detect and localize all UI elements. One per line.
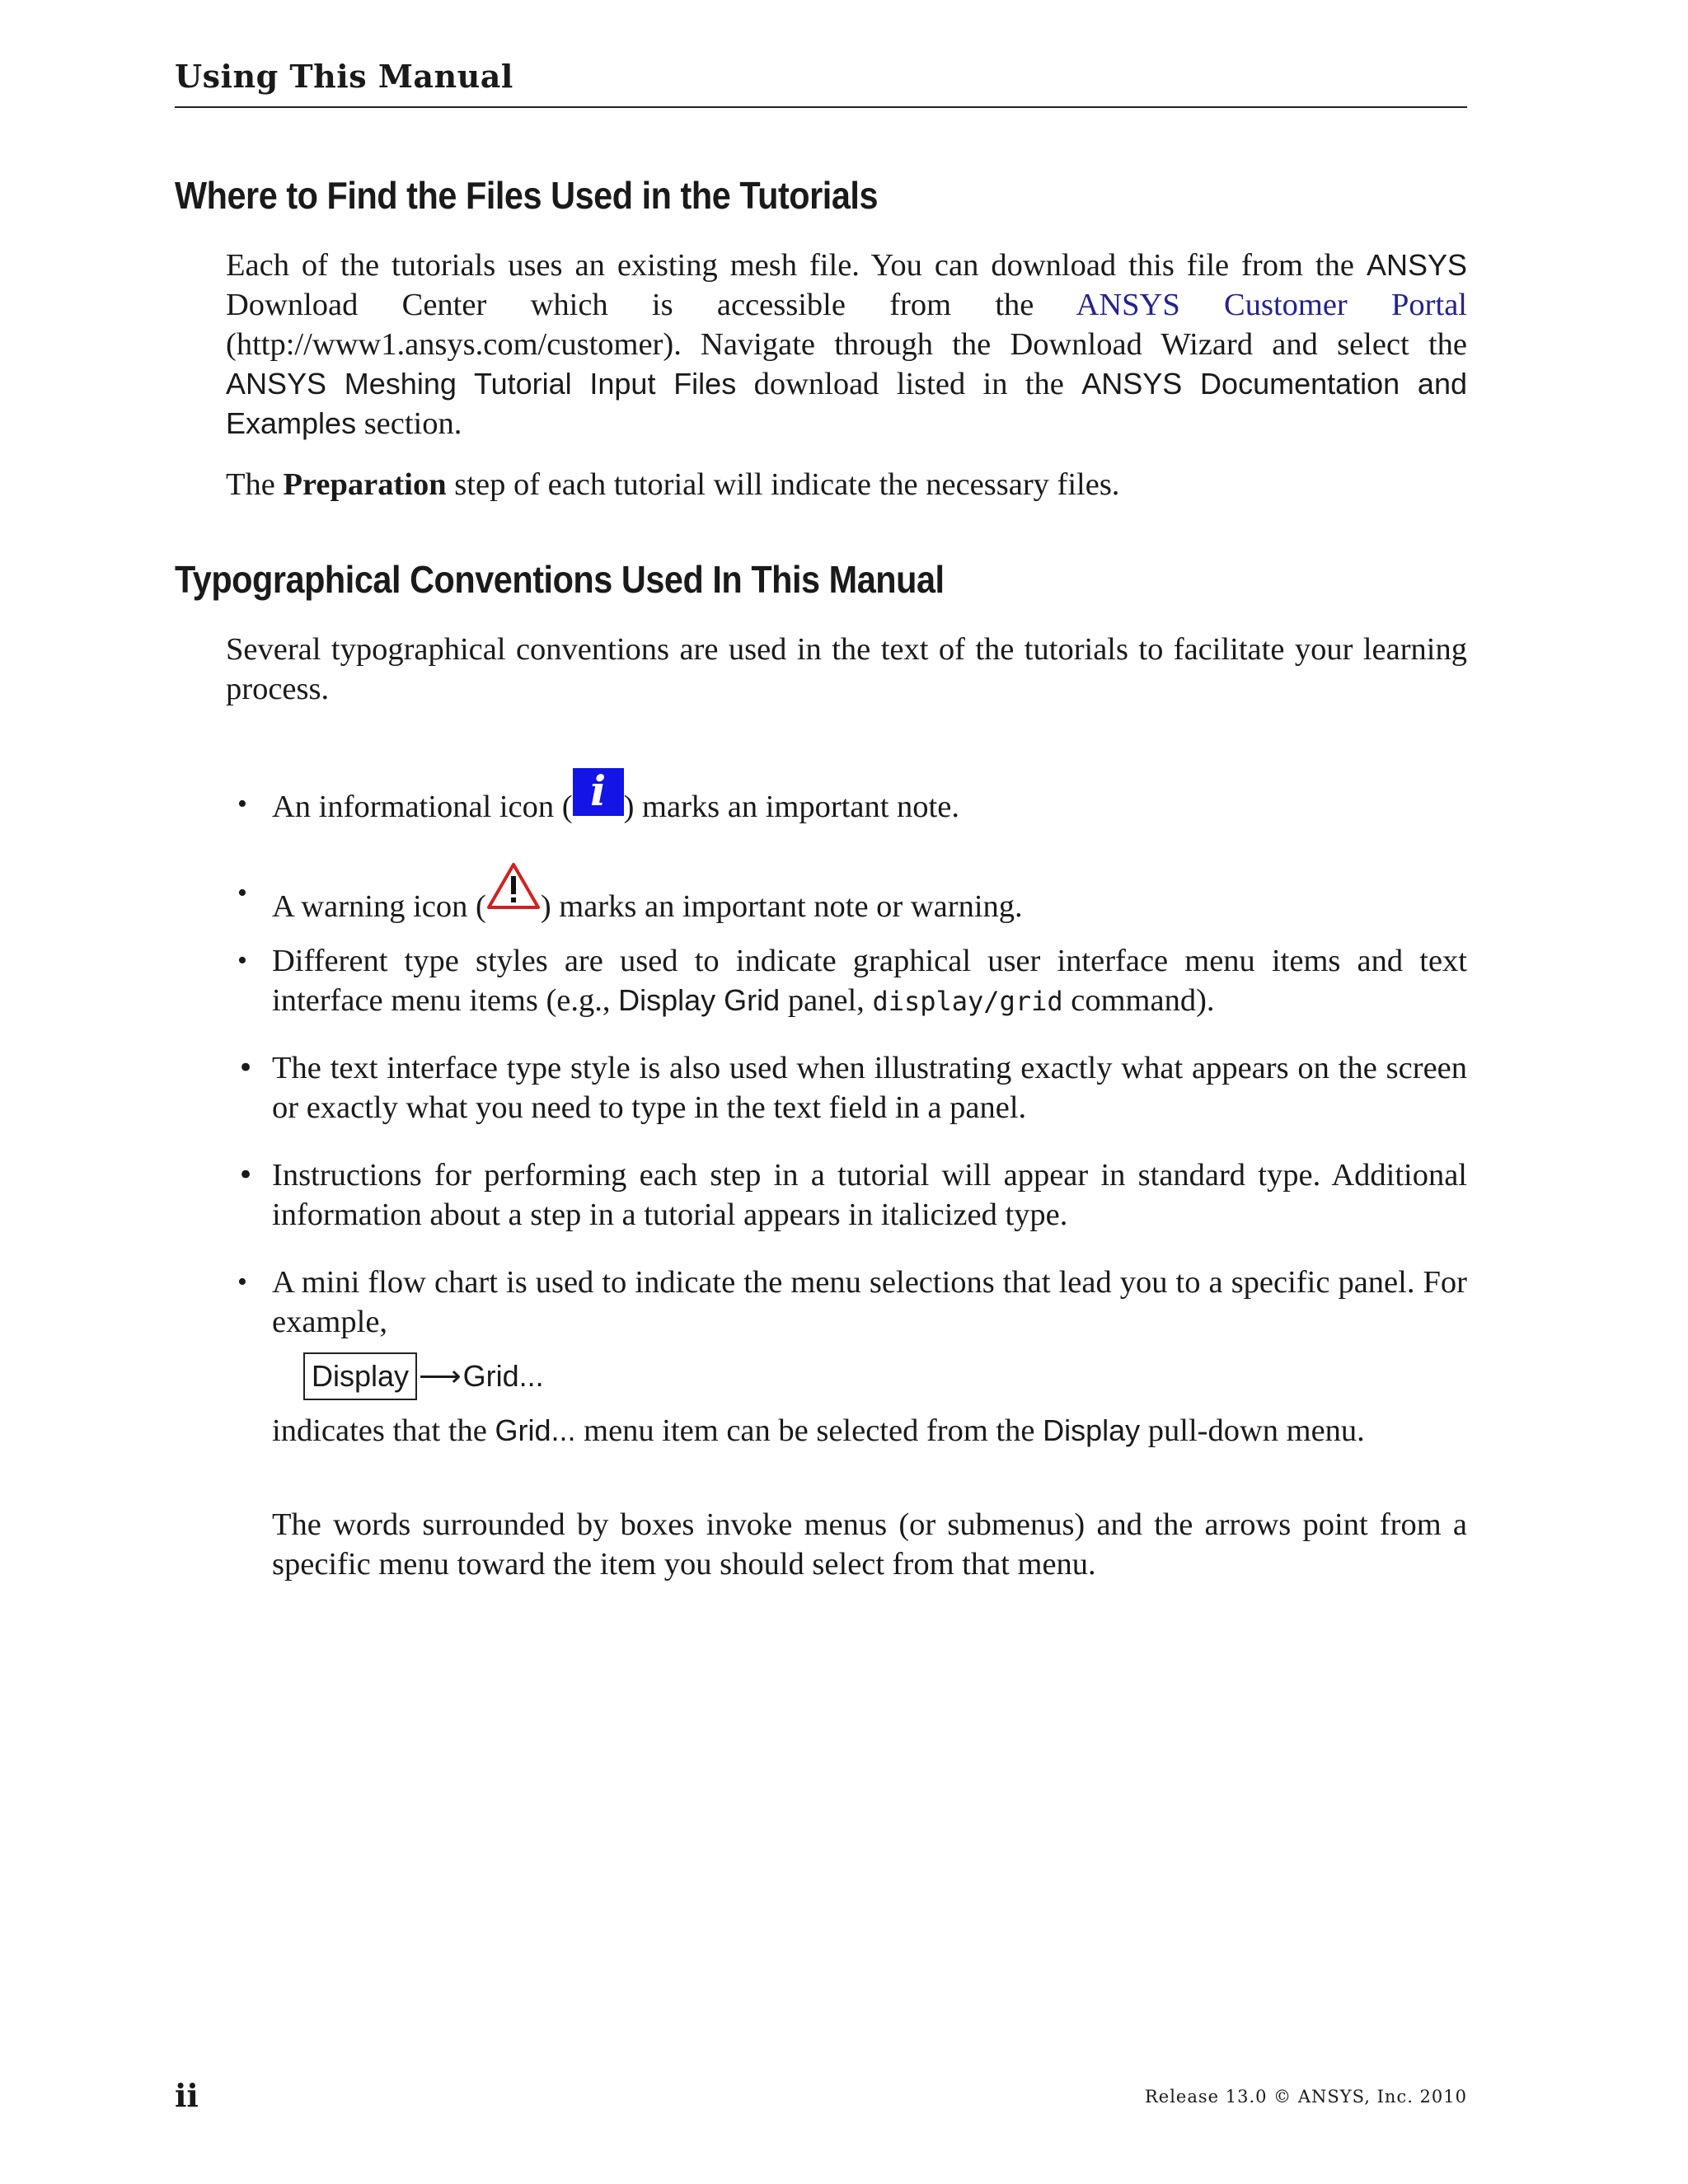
paragraph-files-download: Each of the tutorials uses an existing mesh file. You can download this file from the ANSYS Download Center which is accessible from the ANSYS Customer Portal (http://www1.ansys.com/customer). Navigate through the Download Wizard and select the ANSYS Meshing Tutorial Input Files download listed in the ANSYS Documentation and Examples section.: [226, 248, 1468, 441]
section-heading-files: Where to Find the Files Used in the Tutorials: [175, 174, 879, 217]
bullet-dot: •: [237, 1052, 255, 1085]
list-item-type-styles: • Different type styles are used to indicate graphical user interface menu items and text interface menu items (e.g., Display Grid panel, display/grid command).: [272, 941, 1467, 1021]
paragraph-conventions-intro: Several typographical conventions are used in the text of the tutorials to facilitate your learning process.: [226, 632, 1467, 706]
paragraph-preparation: The Preparation step of each tutorial will indicate the necessary files.: [226, 467, 1120, 502]
menu-item-grid: Grid...: [462, 1359, 544, 1393]
list-item-info-icon: • An informational icon ( i ) marks an important note.: [237, 766, 959, 824]
warning-icon: [486, 862, 541, 910]
meshing-files-label: ANSYS Meshing Tutorial Input Files: [226, 367, 737, 401]
paragraph-boxes-explanation: The words surrounded by boxes invoke menus (or submenus) and the arrows point from a specific menu toward the item you should select from that menu.: [272, 1507, 1467, 1582]
paragraph-flow-explanation: indicates that the Grid... menu item can be selected from the Display pull-down menu.: [272, 1413, 1365, 1448]
bullet-dot: •: [237, 1159, 255, 1192]
menu-box-display: Display: [303, 1352, 417, 1400]
bullet-dot: •: [237, 878, 247, 908]
list-item-instructions: Instructions for performing each step in a tutorial will appear in standard type. Additional information about a step in a tutorial appears in italicized type.: [272, 1158, 1467, 1232]
bullet-dot: •: [237, 789, 247, 819]
mini-flow-chart: [303, 1352, 544, 1401]
page-number: ii: [175, 2077, 199, 2114]
section-heading-conventions: Typographical Conventions Used In This Manual: [175, 558, 945, 601]
display-grid-label: Display Grid: [618, 983, 781, 1017]
display-label: Display: [1043, 1413, 1141, 1447]
ansys-label: ANSYS: [1366, 248, 1468, 282]
grid-label: Grid...: [495, 1413, 576, 1447]
display-grid-command: display/grid: [872, 986, 1063, 1017]
list-item-warning-icon: • A warning icon ( ) marks an important note or warning.: [272, 874, 1467, 926]
arrow-icon: ⟶: [419, 1359, 462, 1393]
bullet-dot: •: [237, 1267, 247, 1297]
running-header: [175, 58, 1467, 108]
docs-examples-label: ANSYS Documentation and Examples: [226, 367, 1467, 440]
list-item-text-interface: The text interface type style is also used when illustrating exactly what appears on the screen or exactly what you need to type in the text field in a panel.: [272, 1051, 1467, 1125]
info-icon: i: [573, 768, 624, 816]
release-footer: Release 13.0 © ANSYS, Inc. 2010: [1144, 2087, 1467, 2107]
running-header-title: Using This Manual: [175, 58, 513, 95]
customer-portal-link[interactable]: ANSYS Customer Portal: [1076, 288, 1467, 322]
list-item-flow-chart: • A mini flow chart is used to indicate the menu selections that lead you to a specific panel. For example,: [272, 1263, 1467, 1342]
bullet-dot: •: [237, 945, 247, 976]
preparation-bold: Preparation: [283, 467, 447, 502]
